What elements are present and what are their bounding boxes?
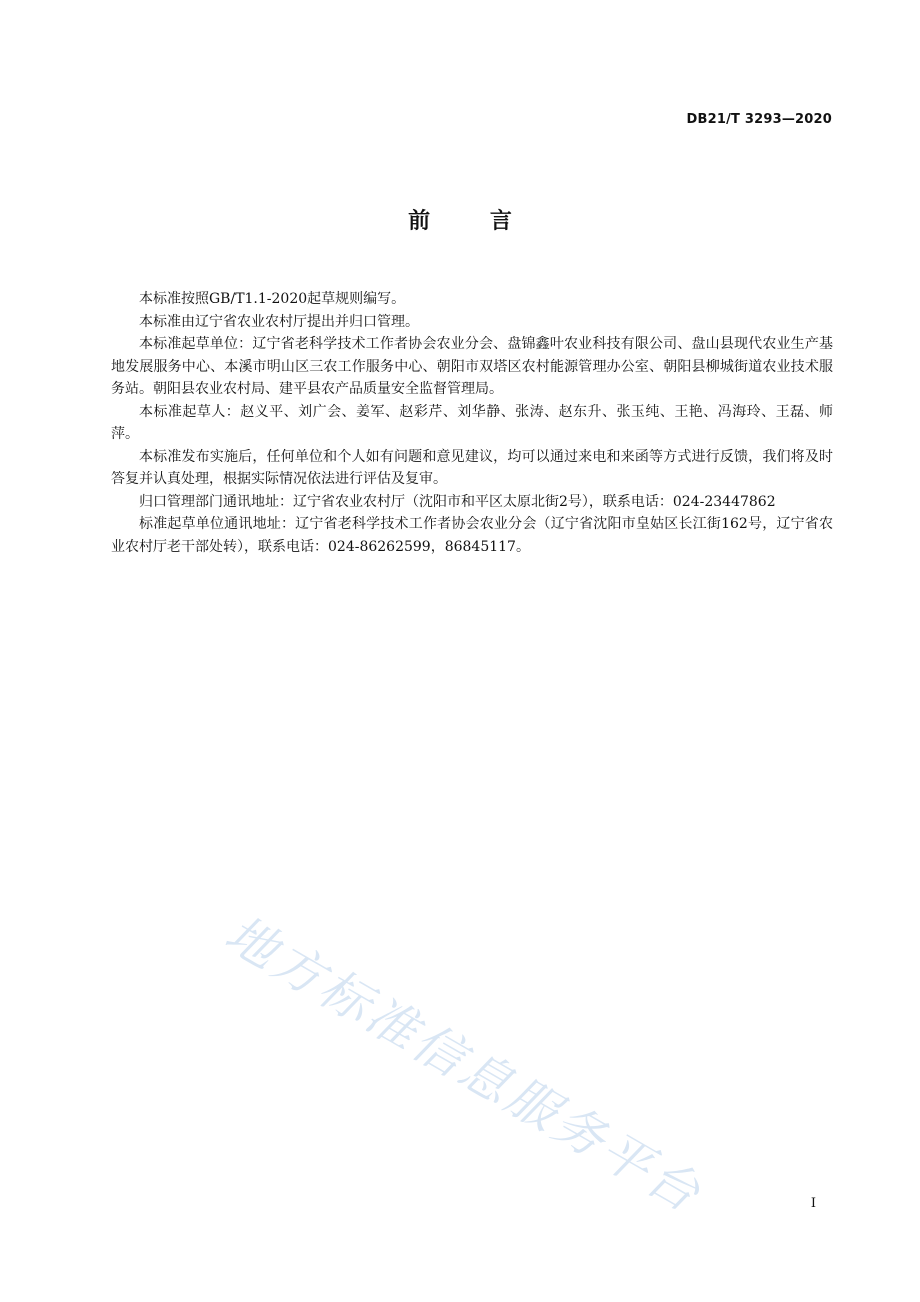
paragraph-feedback: 本标准发布实施后，任何单位和个人如有问题和意见建议，均可以通过来电和来函等方式进行反馈，我们将及时答复并认真处理，根据实际情况依法进行评估及复审。 [111, 448, 833, 487]
foreword-content [111, 288, 833, 558]
document-code: DB21/T 3293—2020 [686, 112, 832, 127]
paragraph-drafting-units: 本标准起草单位：辽宁省老科学技术工作者协会农业分会、盘锦鑫叶农业科技有限公司、盘山县现代农业生产基地发展服务中心、本溪市明山区三农工作服务中心、朝阳市双塔区农村能源管理办公室、朝阳县柳城街道农业技术服务站。朝阳县农业农村局、建平县农产品质量安全监督管理局。 [111, 336, 833, 397]
paragraph-drafters: 本标准起草人：赵义平、刘广会、姜军、赵彩芹、刘华静、张涛、赵东升、张玉纯、王艳、冯海玲、王磊、师萍。 [111, 403, 833, 442]
page-title: 前 言 [408, 209, 538, 234]
page-number: I [810, 1196, 816, 1211]
paragraph-authority-address: 归口管理部门通讯地址：辽宁省农业农村厅（沈阳市和平区太原北街2号），联系电话：024-23447862 [139, 493, 776, 510]
paragraph-drafting-rules: 本标准按照GB/T1.1-2020起草规则编写。 [139, 291, 406, 307]
paragraph-drafter-address: 标准起草单位通讯地址：辽宁省老科学技术工作者协会农业分会（辽宁省沈阳市皇姑区长江街162号，辽宁省农业农村厅老干部处转），联系电话：024-86262599，86845117。 [111, 516, 833, 555]
paragraph-proposer: 本标准由辽宁省农业农村厅提出并归口管理。 [139, 313, 419, 330]
watermark: 地方标准信息服务平台 [215, 904, 713, 1225]
